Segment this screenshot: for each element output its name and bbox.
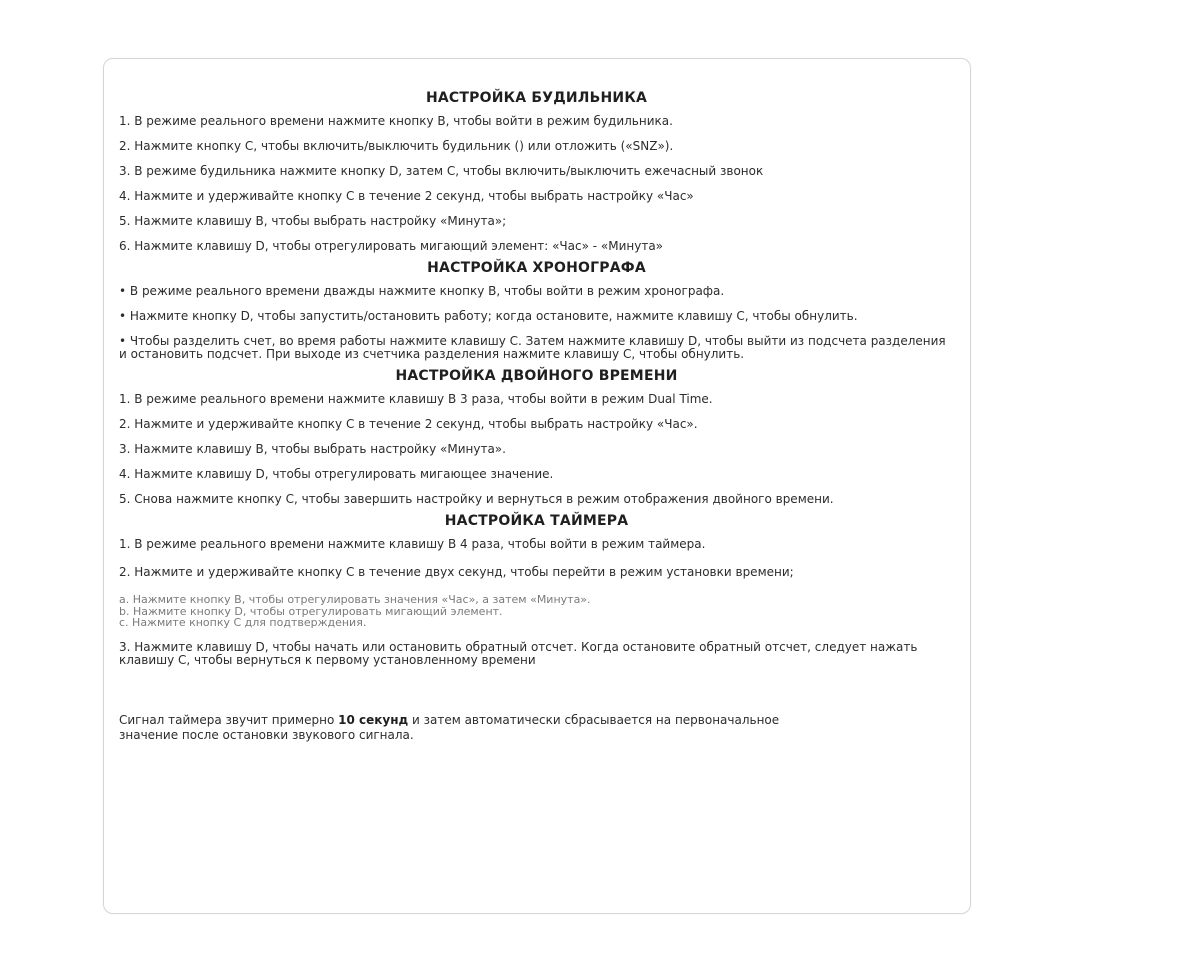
timer-step-3: 3. Нажмите клавишу D, чтобы начать или остановить обратный отсчет. Когда остановите обратный отсчет, следует нажать клавишу C, чтобы вернуться к первому установленному времени [119,639,918,667]
timer-sub-steps [119,594,954,629]
instruction-card [103,58,971,914]
timer-step-2: 2. Нажмите и удерживайте кнопку C в течение двух секунд, чтобы перейти в режим установки времени; [119,565,794,579]
chrono-step-1: • В режиме реального времени дважды нажмите кнопку B, чтобы войти в режим хронографа. [119,284,725,298]
section-dual-time [119,367,954,506]
dual-step-3: 3. Нажмите клавишу B, чтобы выбрать настройку «Минута». [119,442,506,456]
timer-step-1: 1. В режиме реального времени нажмите клавишу B 4 раза, чтобы войти в режим таймера. [119,537,706,551]
note-text-after: и затем автоматически сбрасывается на первоначальное значение после остановки звукового сигнала. [119,712,780,742]
chrono-step-3: • Чтобы разделить счет, во время работы нажмите клавишу C. Затем нажмите клавишу D, чтобы выйти из подсчета разделения и остановить подсчет. При выходе из счетчика разделения нажмите клавишу C, чтобы обнулить. [119,334,946,361]
section-title-alarm: НАСТРОЙКА БУДИЛЬНИКА [425,90,648,106]
alarm-step-3: 3. В режиме будильника нажмите кнопку D, затем C, чтобы включить/выключить ежечасный звонок [119,164,764,178]
note-text-before: Сигнал таймера звучит примерно [119,712,339,727]
alarm-step-2: 2. Нажмите кнопку C, чтобы включить/выключить будильник () или отложить («SNZ»). [119,139,674,153]
timer-sub-step-a: a. Нажмите кнопку B, чтобы отрегулировать значения «Час», а затем «Минута». [119,593,591,606]
dual-step-1: 1. В режиме реального времени нажмите клавишу B 3 раза, чтобы войти в режим Dual Time. [119,392,713,406]
section-timer [119,512,954,667]
note-text-bold: 10 секунд [338,712,409,727]
section-alarm [119,89,954,253]
chrono-step-2: • Нажмите кнопку D, чтобы запустить/остановить работу; когда остановите, нажмите клавишу C, чтобы обнулить. [119,309,858,323]
timer-sub-step-c: c. Нажмите кнопку C для подтверждения. [119,616,367,629]
alarm-step-5: 5. Нажмите клавишу B, чтобы выбрать настройку «Минута»; [119,214,507,228]
dual-step-2: 2. Нажмите и удерживайте кнопку C в течение 2 секунд, чтобы выбрать настройку «Час». [119,417,698,431]
section-title-chronograph: НАСТРОЙКА ХРОНОГРАФА [427,260,646,276]
alarm-step-6: 6. Нажмите клавишу D, чтобы отрегулировать мигающий элемент: «Час» - «Минута» [119,239,664,253]
timer-signal-note [119,713,839,743]
instruction-content [119,89,954,743]
section-title-dual-time: НАСТРОЙКА ДВОЙНОГО ВРЕМЕНИ [395,368,678,384]
section-chronograph [119,259,954,361]
alarm-step-1: 1. В режиме реального времени нажмите кнопку B, чтобы войти в режим будильника. [119,114,673,128]
dual-step-4: 4. Нажмите клавишу D, чтобы отрегулировать мигающее значение. [119,467,554,481]
dual-step-5: 5. Снова нажмите кнопку C, чтобы завершить настройку и вернуться в режим отображения двойного времени. [119,492,834,506]
alarm-step-4: 4. Нажмите и удерживайте кнопку C в течение 2 секунд, чтобы выбрать настройку «Час» [119,189,694,203]
timer-sub-step-b: b. Нажмите кнопку D, чтобы отрегулировать мигающий элемент. [119,604,503,618]
section-title-timer: НАСТРОЙКА ТАЙМЕРА [444,513,629,529]
